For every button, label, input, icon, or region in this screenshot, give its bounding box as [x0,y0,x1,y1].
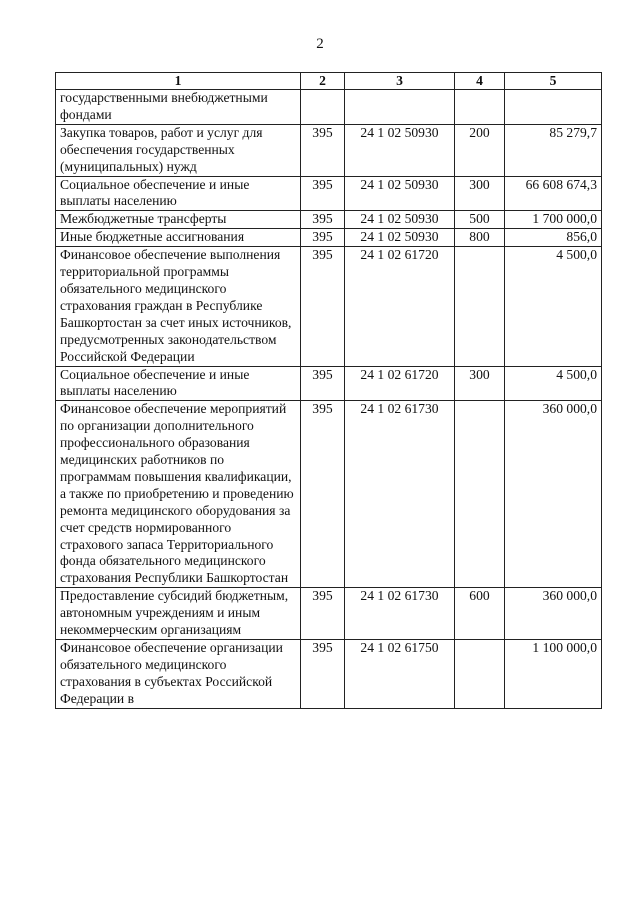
header-col-2: 2 [301,73,345,90]
row-csr: 24 1 02 61720 [345,366,455,401]
row-amount: 856,0 [505,229,602,247]
row-amount: 1 700 000,0 [505,211,602,229]
page-number: 2 [316,36,324,52]
row-name: Социальное обеспечение и иные выплаты населению [56,176,301,211]
budget-table [55,72,602,709]
row-type: 500 [455,211,505,229]
table-row [56,401,602,588]
header-row [56,73,602,90]
row-amount: 360 000,0 [505,401,602,588]
header-col-1: 1 [56,73,301,90]
row-csr: 24 1 02 61750 [345,640,455,709]
row-type [455,640,505,709]
header-col-3: 3 [345,73,455,90]
row-name: государственными внебюджетными фондами [56,90,301,125]
row-name: Социальное обеспечение и иные выплаты населению [56,366,301,401]
row-type: 600 [455,588,505,640]
row-code: 395 [301,124,345,176]
row-csr: 24 1 02 50930 [345,211,455,229]
row-code: 395 [301,247,345,366]
row-name: Финансовое обеспечение мероприятий по организации дополнительного профессионального образования медицинских работников по программам повышения квалификации, а также по приобретению и проведению ремонта медицинского оборудования за счет средств нормированного страхового запаса Территориального фонда обязательного медицинского страхования Республики Башкортостан [56,401,301,588]
header-col-5: 5 [505,73,602,90]
row-type [455,90,505,125]
table-row [56,640,602,709]
row-type [455,401,505,588]
row-code: 395 [301,211,345,229]
row-code: 395 [301,176,345,211]
row-csr: 24 1 02 50930 [345,229,455,247]
row-amount: 1 100 000,0 [505,640,602,709]
table-row [56,211,602,229]
row-type [455,247,505,366]
row-csr: 24 1 02 50930 [345,176,455,211]
row-amount: 360 000,0 [505,588,602,640]
row-type: 800 [455,229,505,247]
row-amount: 85 279,7 [505,124,602,176]
table-row [56,247,602,366]
row-code: 395 [301,588,345,640]
row-code: 395 [301,640,345,709]
row-name: Финансовое обеспечение выполнения территориальной программы обязательного медицинского страхования граждан в Республике Башкортостан за счет иных источников, предусмотренных законодательством Российской Федерации [56,247,301,366]
row-amount [505,90,602,125]
row-code: 395 [301,366,345,401]
row-name: Межбюджетные трансферты [56,211,301,229]
row-type: 300 [455,176,505,211]
row-code [301,90,345,125]
row-name: Финансовое обеспечение организации обязательного медицинского страхования в субъектах Российской Федерации в [56,640,301,709]
table-row [56,229,602,247]
table-row [56,90,602,125]
row-name: Предоставление субсидий бюджетным, автономным учреждениям и иным некоммерческим организациям [56,588,301,640]
row-amount: 4 500,0 [505,247,602,366]
table-row [56,176,602,211]
table-row [56,588,602,640]
row-name: Закупка товаров, работ и услуг для обеспечения государственных (муниципальных) нужд [56,124,301,176]
row-type: 300 [455,366,505,401]
row-csr [345,90,455,125]
table-row [56,366,602,401]
row-csr: 24 1 02 61730 [345,588,455,640]
row-amount: 66 608 674,3 [505,176,602,211]
row-csr: 24 1 02 50930 [345,124,455,176]
row-csr: 24 1 02 61730 [345,401,455,588]
row-code: 395 [301,229,345,247]
table-row [56,124,602,176]
row-code: 395 [301,401,345,588]
row-csr: 24 1 02 61720 [345,247,455,366]
header-col-4: 4 [455,73,505,90]
row-type: 200 [455,124,505,176]
row-name: Иные бюджетные ассигнования [56,229,301,247]
row-amount: 4 500,0 [505,366,602,401]
